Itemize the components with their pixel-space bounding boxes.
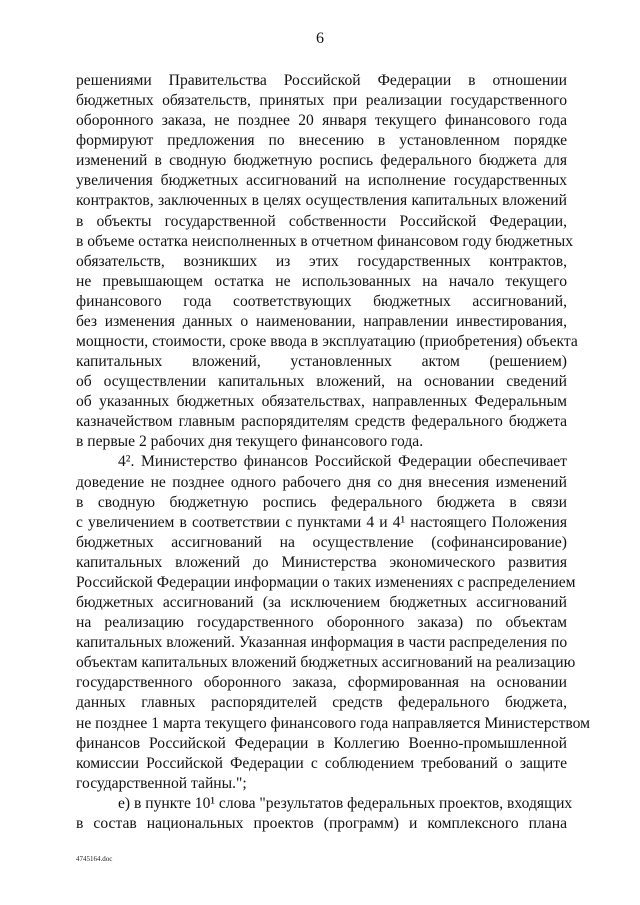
text-line: капитальных вложений до Министерства экономического развития [76, 553, 567, 571]
text-line: комиссии Российской Федерации с соблюдением требований о защите [76, 754, 567, 772]
text-line: бюджетных ассигнований на осуществление (софинансирование) [76, 533, 567, 551]
text-line: казначейством главным распорядителям средств федерального бюджета [76, 413, 567, 431]
text-line: изменений в сводную бюджетную роспись федерального бюджета для [76, 152, 567, 170]
text-line: оборонного заказа, не позднее 20 января текущего финансового года [76, 112, 567, 130]
text-line: доведение не позднее одного рабочего дня со дня внесения изменений [76, 473, 567, 491]
text-line: государственного оборонного заказа, сформированная на основании [76, 674, 567, 692]
paragraph [76, 71, 578, 452]
text-line: финансов Российской Федерации в Коллегию Военно-промышленной [76, 734, 567, 752]
text-line: в состав национальных проектов (программ) и комплексного плана [76, 814, 567, 832]
text-line: мощности, стоимости, сроке ввода в эксплуатацию (приобретения) объекта [76, 333, 578, 351]
page-number: 6 [316, 30, 324, 47]
text-line: бюджетных обязательств, принятых при реализации государственного [76, 92, 567, 110]
text-line: 4². Министерство финансов Российской Федерации обеспечивает [118, 453, 567, 471]
text-line: бюджетных ассигнований (за исключением бюджетных ассигнований [76, 594, 567, 612]
text-line: в объекты государственной собственности Российской Федерации, [76, 212, 567, 230]
text-line: с увеличением в соответствии с пунктами 4 и 4¹ настоящего Положения [76, 513, 567, 531]
text-line: капитальных вложений. Указанная информация в части распределения по [76, 634, 568, 652]
text-line: решениями Правительства Российской Федерации в отношении [76, 72, 567, 89]
text-line: финансового года соответствующих бюджетных ассигнований, [76, 292, 567, 310]
text-line: формируют предложения по внесению в установленном порядке [76, 132, 567, 150]
text-line: увеличения бюджетных ассигнований на исполнение государственных [76, 172, 567, 190]
text-line: капитальных вложений, установленных актом (решением) [76, 353, 567, 371]
text-line: об указанных бюджетных обязательствах, направленных Федеральным [76, 393, 567, 411]
text-line: в первые 2 рабочих дня текущего финансового года. [76, 433, 424, 451]
text-line: в объеме остатка неисполненных в отчетном финансовом году бюджетных [76, 232, 574, 250]
text-line: контрактов, заключенных в целях осуществления капитальных вложений [76, 192, 567, 210]
paragraph [76, 794, 573, 834]
text-line: об осуществлении капитальных вложений, на основании сведений [76, 373, 567, 391]
text-line: без изменения данных о наименовании, направлении инвестирования, [76, 312, 567, 330]
footer-filename: 4745164.doc [76, 855, 113, 863]
text-line: обязательств, возникших из этих государственных контрактов, [76, 252, 567, 270]
text-line: в сводную бюджетную роспись федерального бюджета в связи [76, 493, 567, 511]
text-line: не позднее 1 марта текущего финансового года направляется Министерством [76, 714, 591, 732]
text-line: Российской Федерации информации о таких изменениях с распределением [76, 573, 576, 591]
text-line: данных главных распорядителей средств федерального бюджета, [76, 694, 567, 712]
document-body [76, 71, 591, 834]
paragraph [76, 452, 591, 793]
text-line: на реализацию государственного оборонного заказа) по объектам [76, 614, 567, 632]
text-line: государственной тайны."; [76, 774, 247, 792]
text-line: не превышающем остатка не использованных на начало текущего [76, 272, 567, 290]
text-line: е) в пункте 10¹ слова "результатов федеральных проектов, входящих [118, 794, 573, 812]
text-line: объектам капитальных вложений бюджетных ассигнований на реализацию [76, 654, 576, 672]
